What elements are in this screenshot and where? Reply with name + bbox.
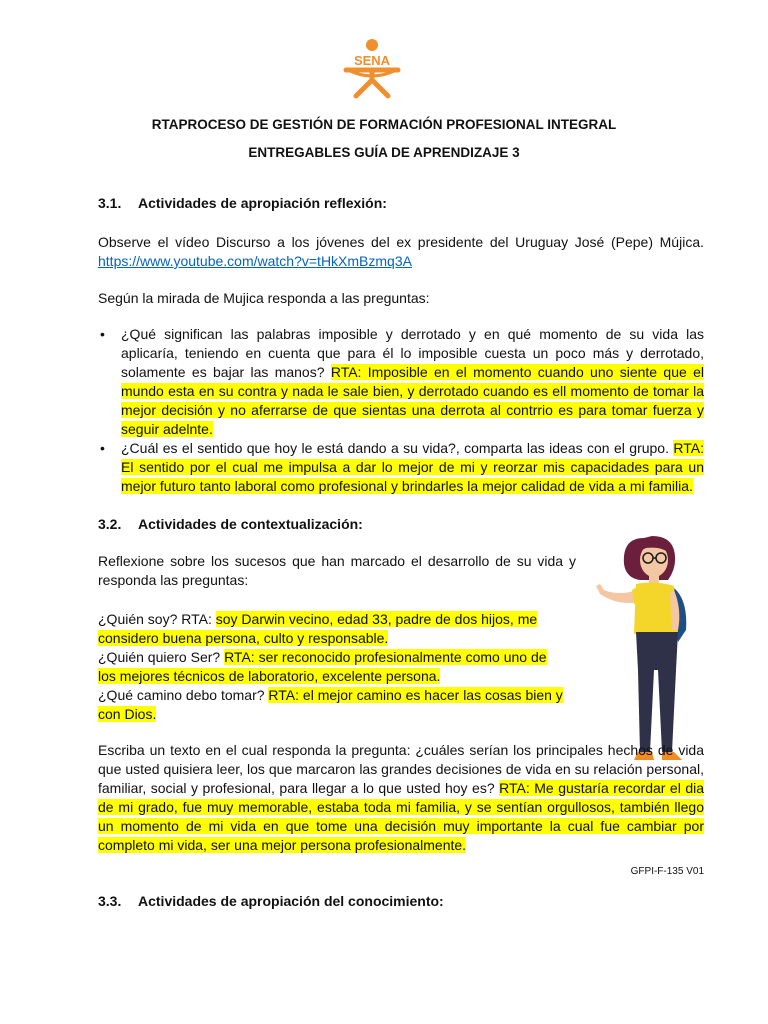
qa-answer: RTA: ser reconocido profesionalmente como uno de los mejores técnicos de laboratorio, excelente persona. [98,649,547,684]
form-code: GFPI-F-135 V01 [630,866,704,877]
video-instruction [98,233,704,271]
sena-logo [340,38,404,100]
section-number: 3.2. [98,516,122,532]
bullet-icon: • [100,326,105,342]
qa-question: ¿Quién quiero Ser? [98,649,221,665]
life-events-question: Escriba un texto en el cual responda la pregunta: ¿cuáles serían los principales hechos de vida que usted quisiera leer, los que marcaron las grandes decisiones de vida en su relación personal, familiar, social y profesional, para llegar a lo que usted hoy es? [98,742,704,796]
qa-question: ¿Qué camino debo tomar? [98,687,265,703]
section-heading-3-2 [98,516,363,532]
list-item [98,439,704,496]
section-heading-3-3 [98,893,444,909]
context-intro: Reflexione sobre los sucesos que han marcado el desarrollo de su vida y responda las preguntas: [98,553,576,588]
qa-item [98,686,568,724]
woman-illustration [582,530,712,775]
document-title: RTAPROCESO DE GESTIÓN DE FORMACIÓN PROFESIONAL INTEGRAL [151,117,617,132]
questions-lead: Según la mirada de Mujica responda a las preguntas: [98,290,430,306]
bullet-icon: • [100,440,105,456]
identity-qa [98,610,568,724]
qa-question: ¿Quién soy? RTA: [98,611,212,627]
section-title: Actividades de contextualización: [138,516,363,532]
answer-text: RTA: El sentido por el cual me impulsa a dar lo mejor de mi y reorzar mis capacidades para un mejor futuro tanto laboral como profesional y brindarles la mejor calidad de vida a mi familia. [121,440,704,494]
logo-text: SENA [353,53,391,68]
life-events-answer: RTA: Me gustaría recordar el dia de mi grado, fue muy memorable, estaba toda mi familia, y se sentían orgullosos, también llego un momento de mi vida en que tome una decisión muy importante la cual fue cambiar por completo mi vida, ser una mejor persona profesionalmente. [98,780,705,853]
question-text: ¿Cuál es el sentido que hoy le está dando a su vida?, comparta las ideas con el grupo. [121,440,669,456]
question-text: ¿Qué significan las palabras imposible y derrotado y en qué momento de su vida las aplicaría, teniendo en cuenta que para él lo imposible cuesta un poco más y derrotado, solamente es bajar las manos? [121,326,704,380]
qa-item [98,648,568,686]
qa-item [98,610,568,648]
qa-answer: RTA: el mejor camino es hacer las cosas bien y con Dios. [98,687,563,722]
list-item [98,325,704,439]
section-title: Actividades de apropiación reflexión: [138,195,387,211]
document-subtitle: ENTREGABLES GUÍA DE APRENDIZAJE 3 [248,145,520,160]
video-intro-text: Observe el vídeo Discurso a los jóvenes del ex presidente del Uruguay José (Pepe) Mújica. [98,234,704,250]
section-title: Actividades de apropiación del conocimiento: [138,893,444,909]
section-number: 3.1. [98,195,122,211]
qa-answer: soy Darwin vecino, edad 33, padre de dos hijos, me considero buena persona, culto y responsable. [98,611,538,646]
section-heading-3-1 [98,195,387,211]
sena-figure-icon [340,38,404,100]
answer-text: RTA: Imposible en el momento cuando uno siente que el mundo esta en su contra y nada le sale bien, y derrotado cuando es ell momento de tomar la mejor decisión y no aferrarse de que sientas una derrota al contrrio es para tomar fuerza y seguir adelnte. [121,364,704,437]
woman-pointing-icon [582,530,712,775]
reflection-question-list [98,325,704,496]
video-link[interactable]: https://www.youtube.com/watch?v=tHkXmBzmq3A [98,253,412,269]
life-events-paragraph [98,741,704,855]
section-number: 3.3. [98,893,122,909]
